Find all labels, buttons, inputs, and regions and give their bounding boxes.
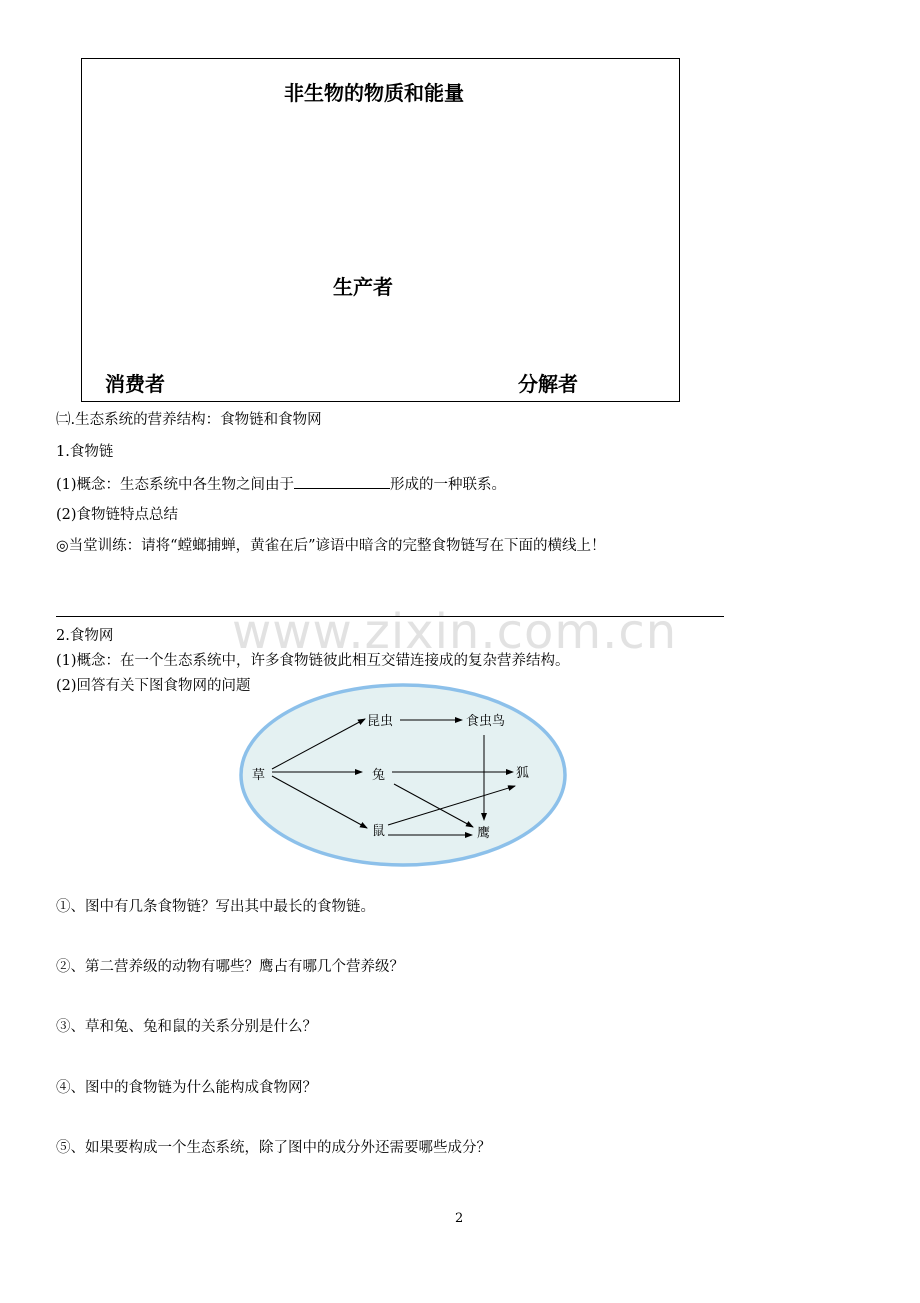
- watermark: www.zixin.com.cn: [232, 604, 678, 660]
- consumer-label: 消费者: [105, 372, 165, 396]
- food-web-diagram: [236, 680, 576, 875]
- question-4: ④、图中的食物链为什么能构成食物网？: [56, 1080, 317, 1096]
- concept-suffix: 形成的一种联系。: [390, 477, 507, 493]
- decomposer-label: 分解者: [518, 372, 578, 396]
- exercise-prompt: ◎当堂训练：请将“螳螂捕蝉，黄雀在后”谚语中暗含的完整食物链写在下面的横线上！: [56, 538, 606, 554]
- eagle-label: 鹰: [477, 826, 491, 841]
- question-1: ①、图中有几条食物链？写出其中最长的食物链。: [56, 899, 375, 915]
- concept-prefix: (1)概念：生态系统中各生物之间由于: [56, 477, 295, 493]
- mouse-label: 鼠: [372, 824, 386, 839]
- grass-label: 草: [252, 768, 266, 783]
- rabbit-label: 兔: [372, 768, 386, 783]
- food-web-title: 2.食物网: [56, 628, 114, 644]
- insect-label: 昆虫: [367, 714, 394, 729]
- section-heading: ㈡.生态系统的营养结构：食物链和食物网: [56, 412, 322, 428]
- fill-in-blank[interactable]: [294, 474, 390, 489]
- question-2: ②、第二营养级的动物有哪些？鹰占有哪几个营养级？: [56, 959, 404, 975]
- bird-label: 食虫鸟: [466, 714, 506, 729]
- food-chain-title: 1.食物链: [56, 444, 114, 460]
- food-web-concept: (1)概念：在一个生态系统中，许多食物链彼此相互交错连接成的复杂营养结构。: [56, 653, 570, 669]
- producer-label: 生产者: [333, 275, 393, 299]
- food-web-question: (2)回答有关下图食物网的问题: [56, 678, 251, 694]
- fox-label: 狐: [516, 766, 530, 781]
- question-3: ③、草和兔、兔和鼠的关系分别是什么？: [56, 1019, 317, 1035]
- food-chain-features: (2)食物链特点总结: [56, 507, 179, 523]
- answer-line[interactable]: [56, 616, 724, 617]
- abiotic-label: 非生物的物质和能量: [284, 81, 464, 105]
- ecosystem-components-box: [81, 58, 680, 402]
- page-number: 2: [455, 1211, 464, 1226]
- question-5: ⑤、如果要构成一个生态系统，除了图中的成分外还需要哪些成分？: [56, 1140, 491, 1156]
- food-chain-concept: [56, 474, 506, 494]
